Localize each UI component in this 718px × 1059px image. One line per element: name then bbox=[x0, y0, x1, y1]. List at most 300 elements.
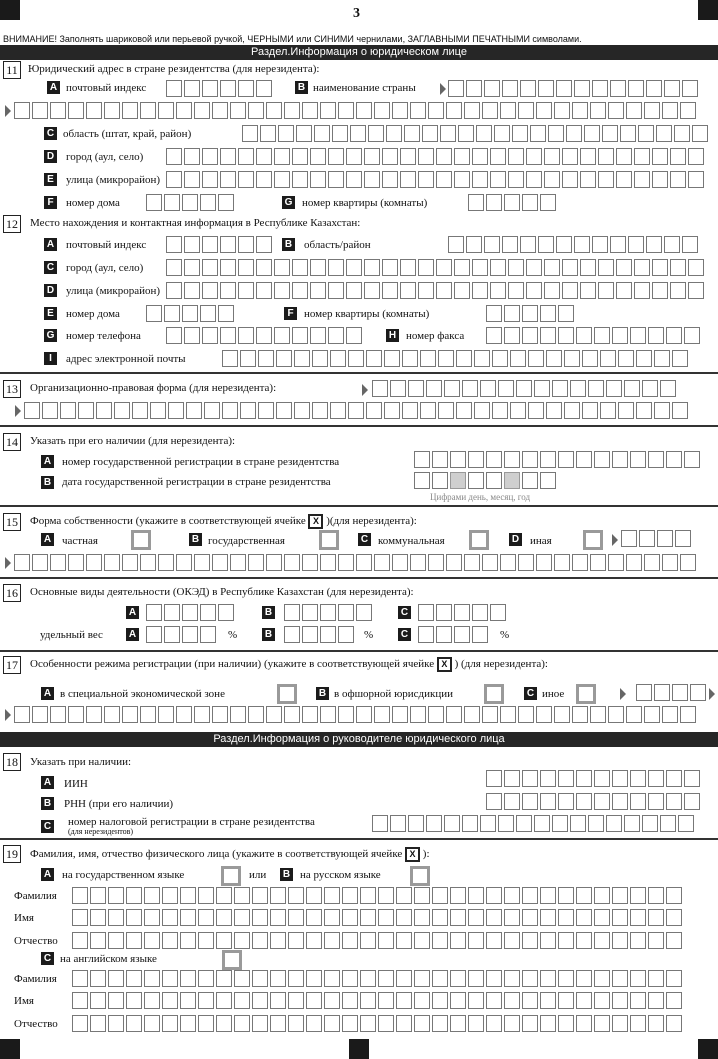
char-cell[interactable] bbox=[292, 327, 308, 344]
char-cell[interactable] bbox=[240, 402, 256, 419]
char-cell[interactable] bbox=[630, 970, 646, 987]
field-18a-iin-cells[interactable] bbox=[486, 770, 700, 787]
char-cell[interactable] bbox=[256, 282, 272, 299]
char-cell[interactable] bbox=[486, 451, 502, 468]
char-cell[interactable] bbox=[126, 932, 142, 949]
char-cell[interactable] bbox=[644, 102, 660, 119]
char-cell[interactable] bbox=[14, 102, 30, 119]
char-cell[interactable] bbox=[276, 350, 292, 367]
char-cell[interactable] bbox=[164, 604, 180, 621]
char-cell[interactable] bbox=[558, 770, 574, 787]
char-cell[interactable] bbox=[648, 932, 664, 949]
char-cell[interactable] bbox=[576, 451, 592, 468]
char-cell[interactable] bbox=[546, 350, 562, 367]
char-cell[interactable] bbox=[450, 970, 466, 987]
char-cell[interactable] bbox=[472, 282, 488, 299]
char-cell[interactable] bbox=[490, 604, 506, 621]
field-14b-regdate-cells[interactable] bbox=[414, 472, 556, 489]
char-cell[interactable] bbox=[248, 554, 264, 571]
char-cell[interactable] bbox=[422, 125, 438, 142]
char-cell[interactable] bbox=[486, 472, 502, 489]
char-cell[interactable] bbox=[402, 402, 418, 419]
char-cell[interactable] bbox=[652, 148, 668, 165]
char-cell[interactable] bbox=[598, 148, 614, 165]
char-cell[interactable] bbox=[648, 793, 664, 810]
char-cell[interactable] bbox=[180, 992, 196, 1009]
char-cell[interactable] bbox=[166, 171, 182, 188]
char-cell[interactable] bbox=[486, 194, 502, 211]
char-cell[interactable] bbox=[360, 1015, 376, 1032]
char-cell[interactable] bbox=[328, 327, 344, 344]
char-cell[interactable] bbox=[502, 80, 518, 97]
char-cell[interactable] bbox=[672, 402, 688, 419]
char-cell[interactable] bbox=[164, 626, 180, 643]
field-12f-apartment-cells[interactable] bbox=[486, 305, 574, 322]
char-cell[interactable] bbox=[72, 1015, 88, 1032]
char-cell[interactable] bbox=[108, 1015, 124, 1032]
char-cell[interactable] bbox=[572, 554, 588, 571]
char-cell[interactable] bbox=[504, 451, 520, 468]
char-cell[interactable] bbox=[162, 1015, 178, 1032]
field-17-other-cells[interactable] bbox=[636, 684, 706, 701]
char-cell[interactable] bbox=[356, 604, 372, 621]
char-cell[interactable] bbox=[252, 1015, 268, 1032]
char-cell[interactable] bbox=[660, 815, 676, 832]
char-cell[interactable] bbox=[202, 236, 218, 253]
char-cell[interactable] bbox=[396, 1015, 412, 1032]
char-cell[interactable] bbox=[436, 148, 452, 165]
char-cell[interactable] bbox=[504, 472, 520, 489]
char-cell[interactable] bbox=[480, 380, 496, 397]
char-cell[interactable] bbox=[306, 932, 322, 949]
char-cell[interactable] bbox=[194, 102, 210, 119]
char-cell[interactable] bbox=[530, 125, 546, 142]
field-16b-weight-cells[interactable] bbox=[284, 626, 354, 643]
char-cell[interactable] bbox=[612, 932, 628, 949]
char-cell[interactable] bbox=[592, 80, 608, 97]
name-cells[interactable] bbox=[72, 909, 682, 926]
char-cell[interactable] bbox=[200, 604, 216, 621]
char-cell[interactable] bbox=[184, 259, 200, 276]
char-cell[interactable] bbox=[184, 148, 200, 165]
char-cell[interactable] bbox=[420, 350, 436, 367]
char-cell[interactable] bbox=[486, 992, 502, 1009]
char-cell[interactable] bbox=[644, 554, 660, 571]
char-cell[interactable] bbox=[146, 604, 162, 621]
char-cell[interactable] bbox=[682, 236, 698, 253]
char-cell[interactable] bbox=[520, 80, 536, 97]
char-cell[interactable] bbox=[504, 194, 520, 211]
char-cell[interactable] bbox=[510, 402, 526, 419]
char-cell[interactable] bbox=[486, 327, 502, 344]
char-cell[interactable] bbox=[648, 327, 664, 344]
char-cell[interactable] bbox=[96, 402, 112, 419]
field-12c-city-cells[interactable] bbox=[166, 259, 704, 276]
char-cell[interactable] bbox=[562, 259, 578, 276]
char-cell[interactable] bbox=[230, 102, 246, 119]
char-cell[interactable] bbox=[162, 970, 178, 987]
char-cell[interactable] bbox=[72, 932, 88, 949]
char-cell[interactable] bbox=[410, 102, 426, 119]
char-cell[interactable] bbox=[450, 909, 466, 926]
char-cell[interactable] bbox=[446, 102, 462, 119]
char-cell[interactable] bbox=[342, 909, 358, 926]
char-cell[interactable] bbox=[360, 932, 376, 949]
char-cell[interactable] bbox=[664, 236, 680, 253]
char-cell[interactable] bbox=[540, 194, 556, 211]
char-cell[interactable] bbox=[518, 554, 534, 571]
char-cell[interactable] bbox=[162, 887, 178, 904]
char-cell[interactable] bbox=[284, 706, 300, 723]
char-cell[interactable] bbox=[500, 706, 516, 723]
char-cell[interactable] bbox=[490, 259, 506, 276]
char-cell[interactable] bbox=[368, 125, 384, 142]
char-cell[interactable] bbox=[664, 80, 680, 97]
char-cell[interactable] bbox=[684, 451, 700, 468]
char-cell[interactable] bbox=[238, 327, 254, 344]
char-cell[interactable] bbox=[522, 992, 538, 1009]
char-cell[interactable] bbox=[234, 909, 250, 926]
char-cell[interactable] bbox=[108, 992, 124, 1009]
char-cell[interactable] bbox=[544, 148, 560, 165]
field-16a-weight-cells[interactable] bbox=[146, 626, 216, 643]
char-cell[interactable] bbox=[108, 932, 124, 949]
field-12h-fax-cells[interactable] bbox=[486, 327, 700, 344]
char-cell[interactable] bbox=[216, 887, 232, 904]
char-cell[interactable] bbox=[392, 102, 408, 119]
char-cell[interactable] bbox=[630, 451, 646, 468]
char-cell[interactable] bbox=[540, 327, 556, 344]
char-cell[interactable] bbox=[472, 171, 488, 188]
char-cell[interactable] bbox=[448, 236, 464, 253]
char-cell[interactable] bbox=[504, 770, 520, 787]
char-cell[interactable] bbox=[234, 932, 250, 949]
char-cell[interactable] bbox=[626, 102, 642, 119]
char-cell[interactable] bbox=[288, 932, 304, 949]
field-12g-phone-cells[interactable] bbox=[166, 327, 362, 344]
char-cell[interactable] bbox=[680, 706, 696, 723]
char-cell[interactable] bbox=[198, 1015, 214, 1032]
char-cell[interactable] bbox=[306, 909, 322, 926]
char-cell[interactable] bbox=[158, 706, 174, 723]
char-cell[interactable] bbox=[166, 282, 182, 299]
char-cell[interactable] bbox=[270, 1015, 286, 1032]
char-cell[interactable] bbox=[594, 451, 610, 468]
char-cell[interactable] bbox=[450, 451, 466, 468]
char-cell[interactable] bbox=[122, 102, 138, 119]
char-cell[interactable] bbox=[50, 554, 66, 571]
char-cell[interactable] bbox=[68, 706, 84, 723]
char-cell[interactable] bbox=[218, 604, 234, 621]
char-cell[interactable] bbox=[400, 259, 416, 276]
char-cell[interactable] bbox=[660, 380, 676, 397]
char-cell[interactable] bbox=[522, 793, 538, 810]
char-cell[interactable] bbox=[466, 236, 482, 253]
field-12i-email-cells[interactable] bbox=[222, 350, 688, 367]
char-cell[interactable] bbox=[594, 1015, 610, 1032]
char-cell[interactable] bbox=[638, 125, 654, 142]
char-cell[interactable] bbox=[198, 970, 214, 987]
char-cell[interactable] bbox=[78, 402, 94, 419]
char-cell[interactable] bbox=[482, 102, 498, 119]
char-cell[interactable] bbox=[294, 402, 310, 419]
char-cell[interactable] bbox=[184, 327, 200, 344]
field-12a-postal-cells[interactable] bbox=[166, 236, 272, 253]
char-cell[interactable] bbox=[238, 148, 254, 165]
field-11c-region-cells[interactable] bbox=[242, 125, 708, 142]
char-cell[interactable] bbox=[480, 815, 496, 832]
char-cell[interactable] bbox=[600, 350, 616, 367]
char-cell[interactable] bbox=[68, 102, 84, 119]
char-cell[interactable] bbox=[446, 554, 462, 571]
char-cell[interactable] bbox=[612, 970, 628, 987]
char-cell[interactable] bbox=[364, 282, 380, 299]
char-cell[interactable] bbox=[182, 194, 198, 211]
char-cell[interactable] bbox=[266, 102, 282, 119]
char-cell[interactable] bbox=[536, 554, 552, 571]
char-cell[interactable] bbox=[468, 887, 484, 904]
char-cell[interactable] bbox=[410, 706, 426, 723]
char-cell[interactable] bbox=[374, 706, 390, 723]
char-cell[interactable] bbox=[612, 887, 628, 904]
char-cell[interactable] bbox=[342, 932, 358, 949]
char-cell[interactable] bbox=[688, 148, 704, 165]
char-cell[interactable] bbox=[146, 626, 162, 643]
char-cell[interactable] bbox=[198, 909, 214, 926]
char-cell[interactable] bbox=[180, 970, 196, 987]
char-cell[interactable] bbox=[324, 970, 340, 987]
char-cell[interactable] bbox=[252, 992, 268, 1009]
char-cell[interactable] bbox=[162, 932, 178, 949]
field-15a-checkbox[interactable] bbox=[131, 530, 151, 550]
char-cell[interactable] bbox=[14, 554, 30, 571]
char-cell[interactable] bbox=[472, 626, 488, 643]
char-cell[interactable] bbox=[630, 793, 646, 810]
char-cell[interactable] bbox=[104, 706, 120, 723]
char-cell[interactable] bbox=[108, 887, 124, 904]
char-cell[interactable] bbox=[456, 350, 472, 367]
char-cell[interactable] bbox=[338, 626, 354, 643]
char-cell[interactable] bbox=[346, 327, 362, 344]
char-cell[interactable] bbox=[634, 171, 650, 188]
char-cell[interactable] bbox=[576, 909, 592, 926]
char-cell[interactable] bbox=[666, 1015, 682, 1032]
field-11e-street-cells[interactable] bbox=[166, 171, 704, 188]
char-cell[interactable] bbox=[252, 970, 268, 987]
char-cell[interactable] bbox=[414, 932, 430, 949]
char-cell[interactable] bbox=[606, 815, 622, 832]
char-cell[interactable] bbox=[72, 992, 88, 1009]
char-cell[interactable] bbox=[630, 992, 646, 1009]
char-cell[interactable] bbox=[590, 554, 606, 571]
char-cell[interactable] bbox=[450, 992, 466, 1009]
char-cell[interactable] bbox=[558, 1015, 574, 1032]
char-cell[interactable] bbox=[492, 402, 508, 419]
char-cell[interactable] bbox=[554, 706, 570, 723]
char-cell[interactable] bbox=[608, 706, 624, 723]
char-cell[interactable] bbox=[72, 970, 88, 987]
char-cell[interactable] bbox=[666, 770, 682, 787]
char-cell[interactable] bbox=[372, 380, 388, 397]
char-cell[interactable] bbox=[628, 236, 644, 253]
char-cell[interactable] bbox=[688, 282, 704, 299]
char-cell[interactable] bbox=[266, 706, 282, 723]
char-cell[interactable] bbox=[626, 554, 642, 571]
char-cell[interactable] bbox=[328, 171, 344, 188]
field-17b-checkbox[interactable] bbox=[484, 684, 504, 704]
char-cell[interactable] bbox=[266, 554, 282, 571]
char-cell[interactable] bbox=[468, 451, 484, 468]
name-en-cells[interactable] bbox=[72, 992, 682, 1009]
char-cell[interactable] bbox=[274, 171, 290, 188]
char-cell[interactable] bbox=[342, 1015, 358, 1032]
char-cell[interactable] bbox=[672, 350, 688, 367]
char-cell[interactable] bbox=[306, 887, 322, 904]
char-cell[interactable] bbox=[414, 472, 430, 489]
patronymic-en-cells[interactable] bbox=[72, 1015, 682, 1032]
char-cell[interactable] bbox=[580, 282, 596, 299]
char-cell[interactable] bbox=[472, 604, 488, 621]
char-cell[interactable] bbox=[310, 171, 326, 188]
char-cell[interactable] bbox=[468, 992, 484, 1009]
char-cell[interactable] bbox=[464, 102, 480, 119]
char-cell[interactable] bbox=[414, 992, 430, 1009]
char-cell[interactable] bbox=[108, 909, 124, 926]
char-cell[interactable] bbox=[426, 380, 442, 397]
char-cell[interactable] bbox=[220, 148, 236, 165]
field-17c-checkbox[interactable] bbox=[576, 684, 596, 704]
char-cell[interactable] bbox=[32, 706, 48, 723]
field-13-form-cells-2[interactable] bbox=[24, 402, 688, 419]
char-cell[interactable] bbox=[540, 1015, 556, 1032]
char-cell[interactable] bbox=[360, 970, 376, 987]
char-cell[interactable] bbox=[576, 932, 592, 949]
char-cell[interactable] bbox=[538, 236, 554, 253]
char-cell[interactable] bbox=[504, 793, 520, 810]
char-cell[interactable] bbox=[562, 171, 578, 188]
field-15d-checkbox[interactable] bbox=[583, 530, 603, 550]
char-cell[interactable] bbox=[484, 80, 500, 97]
char-cell[interactable] bbox=[176, 102, 192, 119]
char-cell[interactable] bbox=[302, 102, 318, 119]
char-cell[interactable] bbox=[670, 148, 686, 165]
char-cell[interactable] bbox=[576, 887, 592, 904]
char-cell[interactable] bbox=[288, 1015, 304, 1032]
char-cell[interactable] bbox=[528, 402, 544, 419]
char-cell[interactable] bbox=[450, 1015, 466, 1032]
char-cell[interactable] bbox=[296, 125, 312, 142]
char-cell[interactable] bbox=[418, 282, 434, 299]
field-13-form-cells[interactable] bbox=[372, 380, 676, 397]
char-cell[interactable] bbox=[436, 171, 452, 188]
char-cell[interactable] bbox=[648, 451, 664, 468]
char-cell[interactable] bbox=[538, 80, 554, 97]
char-cell[interactable] bbox=[522, 305, 538, 322]
char-cell[interactable] bbox=[670, 282, 686, 299]
char-cell[interactable] bbox=[414, 1015, 430, 1032]
char-cell[interactable] bbox=[462, 815, 478, 832]
char-cell[interactable] bbox=[400, 148, 416, 165]
char-cell[interactable] bbox=[626, 706, 642, 723]
char-cell[interactable] bbox=[534, 815, 550, 832]
char-cell[interactable] bbox=[414, 451, 430, 468]
char-cell[interactable] bbox=[576, 1015, 592, 1032]
char-cell[interactable] bbox=[522, 1015, 538, 1032]
char-cell[interactable] bbox=[688, 171, 704, 188]
char-cell[interactable] bbox=[42, 402, 58, 419]
field-15-other-cells[interactable] bbox=[621, 530, 691, 547]
char-cell[interactable] bbox=[216, 909, 232, 926]
char-cell[interactable] bbox=[590, 102, 606, 119]
char-cell[interactable] bbox=[204, 402, 220, 419]
char-cell[interactable] bbox=[594, 770, 610, 787]
char-cell[interactable] bbox=[122, 554, 138, 571]
char-cell[interactable] bbox=[378, 970, 394, 987]
char-cell[interactable] bbox=[630, 932, 646, 949]
char-cell[interactable] bbox=[292, 259, 308, 276]
char-cell[interactable] bbox=[504, 992, 520, 1009]
char-cell[interactable] bbox=[556, 236, 572, 253]
char-cell[interactable] bbox=[200, 305, 216, 322]
char-cell[interactable] bbox=[216, 932, 232, 949]
char-cell[interactable] bbox=[60, 402, 76, 419]
char-cell[interactable] bbox=[392, 706, 408, 723]
char-cell[interactable] bbox=[126, 887, 142, 904]
char-cell[interactable] bbox=[418, 171, 434, 188]
char-cell[interactable] bbox=[104, 554, 120, 571]
char-cell[interactable] bbox=[594, 327, 610, 344]
char-cell[interactable] bbox=[450, 932, 466, 949]
char-cell[interactable] bbox=[182, 626, 198, 643]
char-cell[interactable] bbox=[234, 887, 250, 904]
char-cell[interactable] bbox=[594, 909, 610, 926]
char-cell[interactable] bbox=[558, 327, 574, 344]
char-cell[interactable] bbox=[270, 932, 286, 949]
char-cell[interactable] bbox=[292, 148, 308, 165]
char-cell[interactable] bbox=[540, 451, 556, 468]
field-16c-weight-cells[interactable] bbox=[418, 626, 488, 643]
char-cell[interactable] bbox=[657, 530, 673, 547]
char-cell[interactable] bbox=[438, 402, 454, 419]
char-cell[interactable] bbox=[522, 770, 538, 787]
char-cell[interactable] bbox=[522, 327, 538, 344]
char-cell[interactable] bbox=[184, 80, 200, 97]
char-cell[interactable] bbox=[284, 626, 300, 643]
char-cell[interactable] bbox=[238, 80, 254, 97]
char-cell[interactable] bbox=[144, 970, 160, 987]
char-cell[interactable] bbox=[302, 554, 318, 571]
char-cell[interactable] bbox=[292, 171, 308, 188]
char-cell[interactable] bbox=[616, 171, 632, 188]
char-cell[interactable] bbox=[682, 80, 698, 97]
char-cell[interactable] bbox=[504, 887, 520, 904]
char-cell[interactable] bbox=[186, 402, 202, 419]
field-19c-checkbox[interactable] bbox=[222, 950, 242, 970]
char-cell[interactable] bbox=[474, 402, 490, 419]
char-cell[interactable] bbox=[522, 887, 538, 904]
char-cell[interactable] bbox=[428, 706, 444, 723]
char-cell[interactable] bbox=[436, 282, 452, 299]
char-cell[interactable] bbox=[248, 102, 264, 119]
char-cell[interactable] bbox=[486, 909, 502, 926]
char-cell[interactable] bbox=[410, 554, 426, 571]
char-cell[interactable] bbox=[256, 259, 272, 276]
char-cell[interactable] bbox=[576, 970, 592, 987]
char-cell[interactable] bbox=[518, 102, 534, 119]
char-cell[interactable] bbox=[252, 909, 268, 926]
char-cell[interactable] bbox=[302, 604, 318, 621]
char-cell[interactable] bbox=[202, 259, 218, 276]
